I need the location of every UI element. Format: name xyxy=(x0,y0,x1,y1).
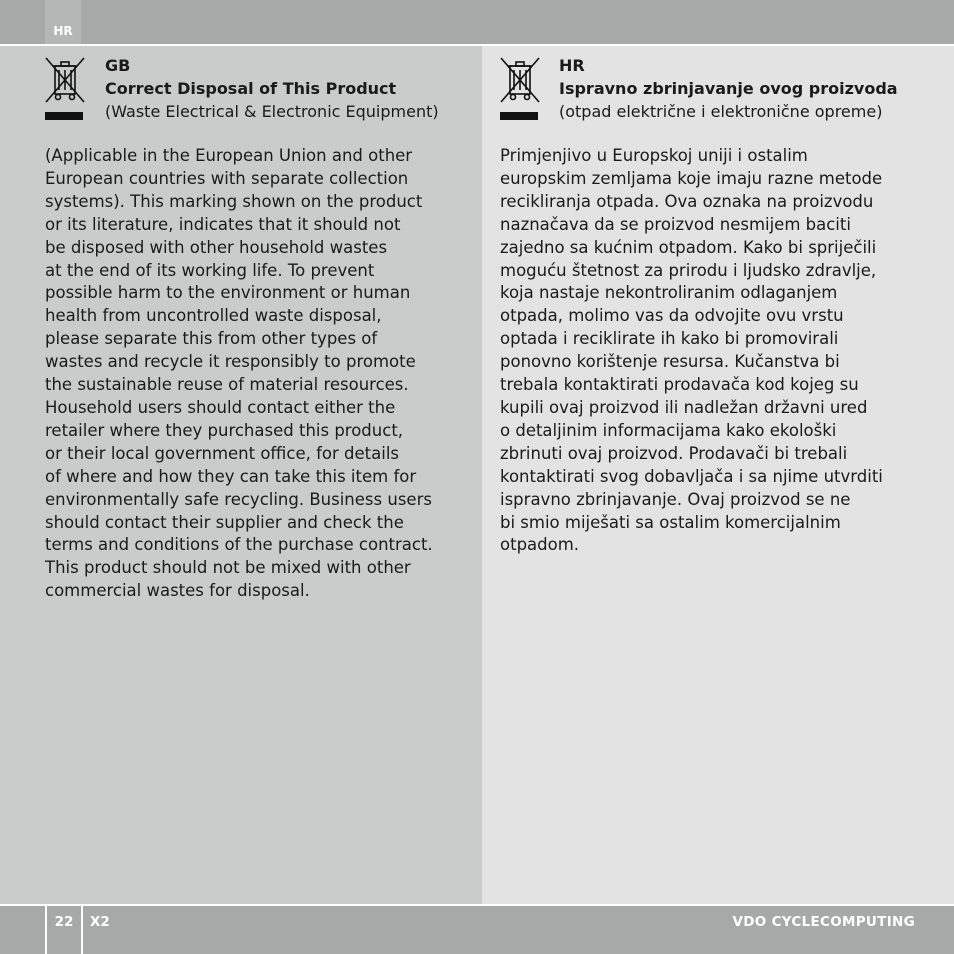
page-number: 22 xyxy=(54,914,74,930)
footer-divider xyxy=(0,904,954,906)
model-name: X2 xyxy=(90,914,110,930)
crossed-out-bin-icon xyxy=(499,56,541,106)
language-tab-label: HR xyxy=(53,24,73,38)
right-body-text: Primjenjivo u Europskoj uniji i ostalim europskim zemljama koje imaju razne metode recikliranja otpada. Ova oznaka na proizvodu naznačava da se proizvod nesmijem baciti zajedno sa kućnim otpadom. Kako bi spriječili moguću štetnost za prirodu i ljudsko zdravlje, koja nastaje nekontroliranim odlaganjem otpada, molimo vas da odvojite ovu vrstu optada i reciklirate ih kako bi promovirali ponovno korištenje resursa. Kučanstva bi trebala kontaktirati prodavača kod kojeg su kupili ovaj proizvod ili nadležan državni ured o detaljinim informacijama kako ekološki zbrinuti ovaj proizvod. Prodavači bi trebali kontaktirati svog dobavljača i sa njime utvrditi ispravno zbrinjavanje. Ovaj proizvod se ne bi smio miješati sa ostalim komercijalnim otpadom. xyxy=(500,146,883,555)
page-number-box xyxy=(45,906,83,954)
right-title: Ispravno zbrinjavanje ovog proizvoda xyxy=(559,79,898,98)
left-title: Correct Disposal of This Product xyxy=(105,79,397,98)
left-body-text: (Applicable in the European Union and other European countries with separate collection systems). This marking shown on the product or its literature, indicates that it should not be disposed with other household wastes at the end of its working life. To prevent possible harm to the environment or human health from uncontrolled waste disposal, please separate this from other types of wastes and recycle it responsibly to promote the sustainable reuse of material resources. Household users should contact either the retailer where they purchased this product, or their local government office, for details of where and how they can take this item for environmentally safe recycling. Business users should contact their supplier and check the terms and conditions of the purchase contract. This product should not be mixed with other commercial wastes for disposal. xyxy=(45,146,433,601)
right-heading xyxy=(559,54,898,123)
left-subtitle: (Waste Electrical & Electronic Equipment) xyxy=(105,102,439,121)
brand-name: VDO CYCLECOMPUTING xyxy=(732,914,915,930)
left-heading xyxy=(105,54,439,123)
right-language-code: HR xyxy=(559,56,585,75)
left-language-code: GB xyxy=(105,56,131,75)
header-bar xyxy=(0,0,954,44)
crossed-out-bin-icon xyxy=(44,56,86,106)
weee-bar xyxy=(45,112,83,120)
right-subtitle: (otpad električne i elektronične opreme) xyxy=(559,102,883,121)
language-tab xyxy=(45,0,81,44)
weee-bar xyxy=(500,112,538,120)
